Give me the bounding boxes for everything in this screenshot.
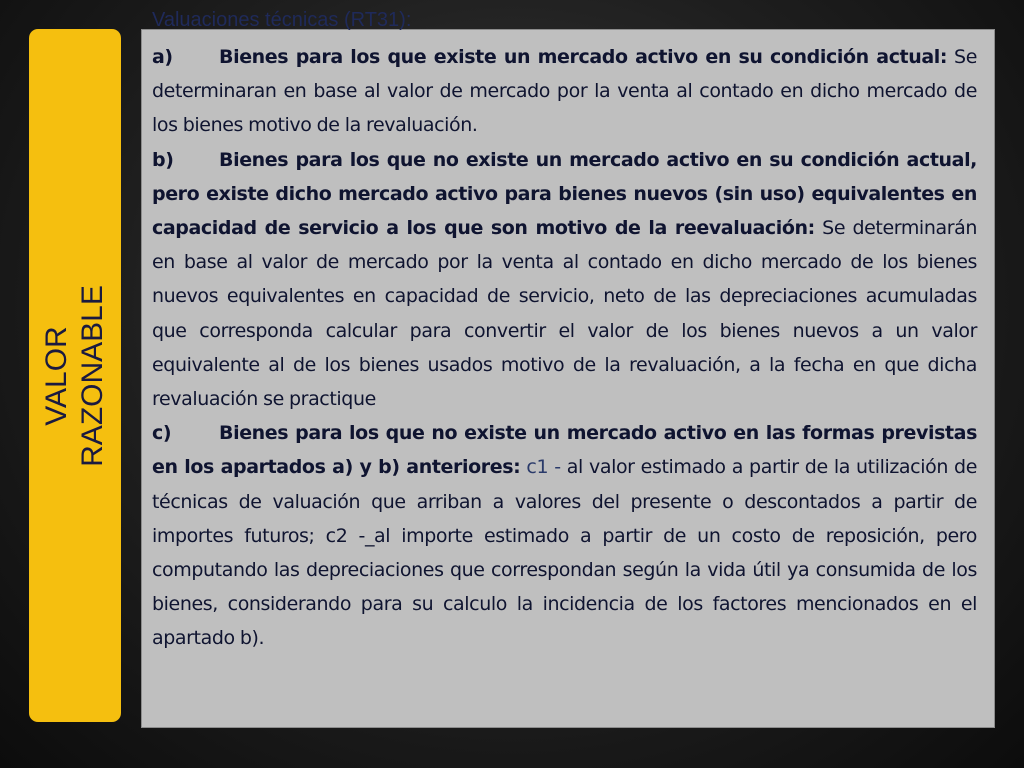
section-heading: Valuaciones técnicas (RT31): <box>152 9 412 31</box>
item-c-marker: c) <box>152 422 172 445</box>
item-a-heading: Bienes para los que existe un mercado activo en su condición actual: <box>219 46 948 68</box>
side-title-line-2: RAZONABLE <box>76 284 109 467</box>
side-title-panel <box>29 29 121 722</box>
side-title <box>39 285 111 467</box>
body-text <box>152 40 977 656</box>
item-a <box>152 40 977 143</box>
item-c-heading: Bienes para los que no existe un mercado activo en las formas previstas en los apartados a) y b) anteriores: <box>152 422 977 479</box>
side-title-line-1: VALOR <box>40 325 73 426</box>
item-c <box>152 416 977 655</box>
item-b-heading: Bienes para los que no existe un mercado activo en su condición actual, pero existe dicho mercado activo para bienes nuevos (sin uso) equivalentes en capacidad de servicio a los que son motivo de la reevaluación: <box>152 148 977 240</box>
item-a-marker: a) <box>152 46 173 68</box>
item-a-text: Se determinaran en base al valor de mercado por la venta al contado en dicho mercado de los bienes motivo de la revaluación. <box>152 46 978 137</box>
item-c-c1-label: c1 - <box>520 456 561 479</box>
item-b-text: Se determinarán en base al valor de mercado por la venta al contado en dicho mercado de los bienes nuevos equivalentes en capacidad de servicio, neto de las depreciaciones acumuladas que corresponda calcular para convertir el valor de los bienes nuevos a un valor equivalente al de los bienes usados motivo de la revaluación, a la fecha en que dicha revaluación se practique <box>152 217 977 411</box>
item-c-text: al valor estimado a partir de la utilización de técnicas de valuación que arriban a valores del presente o descontados a partir de importes futuros; c2 -_al importe estimado a partir de un costo de reposición, pero computando las depreciaciones que correspondan según la vida útil ya consumida de los bienes, considerando para su calculo la incidencia de los factores mencionados en el apartado b). <box>152 456 977 650</box>
item-b <box>152 143 977 417</box>
item-b-marker: b) <box>152 148 174 171</box>
